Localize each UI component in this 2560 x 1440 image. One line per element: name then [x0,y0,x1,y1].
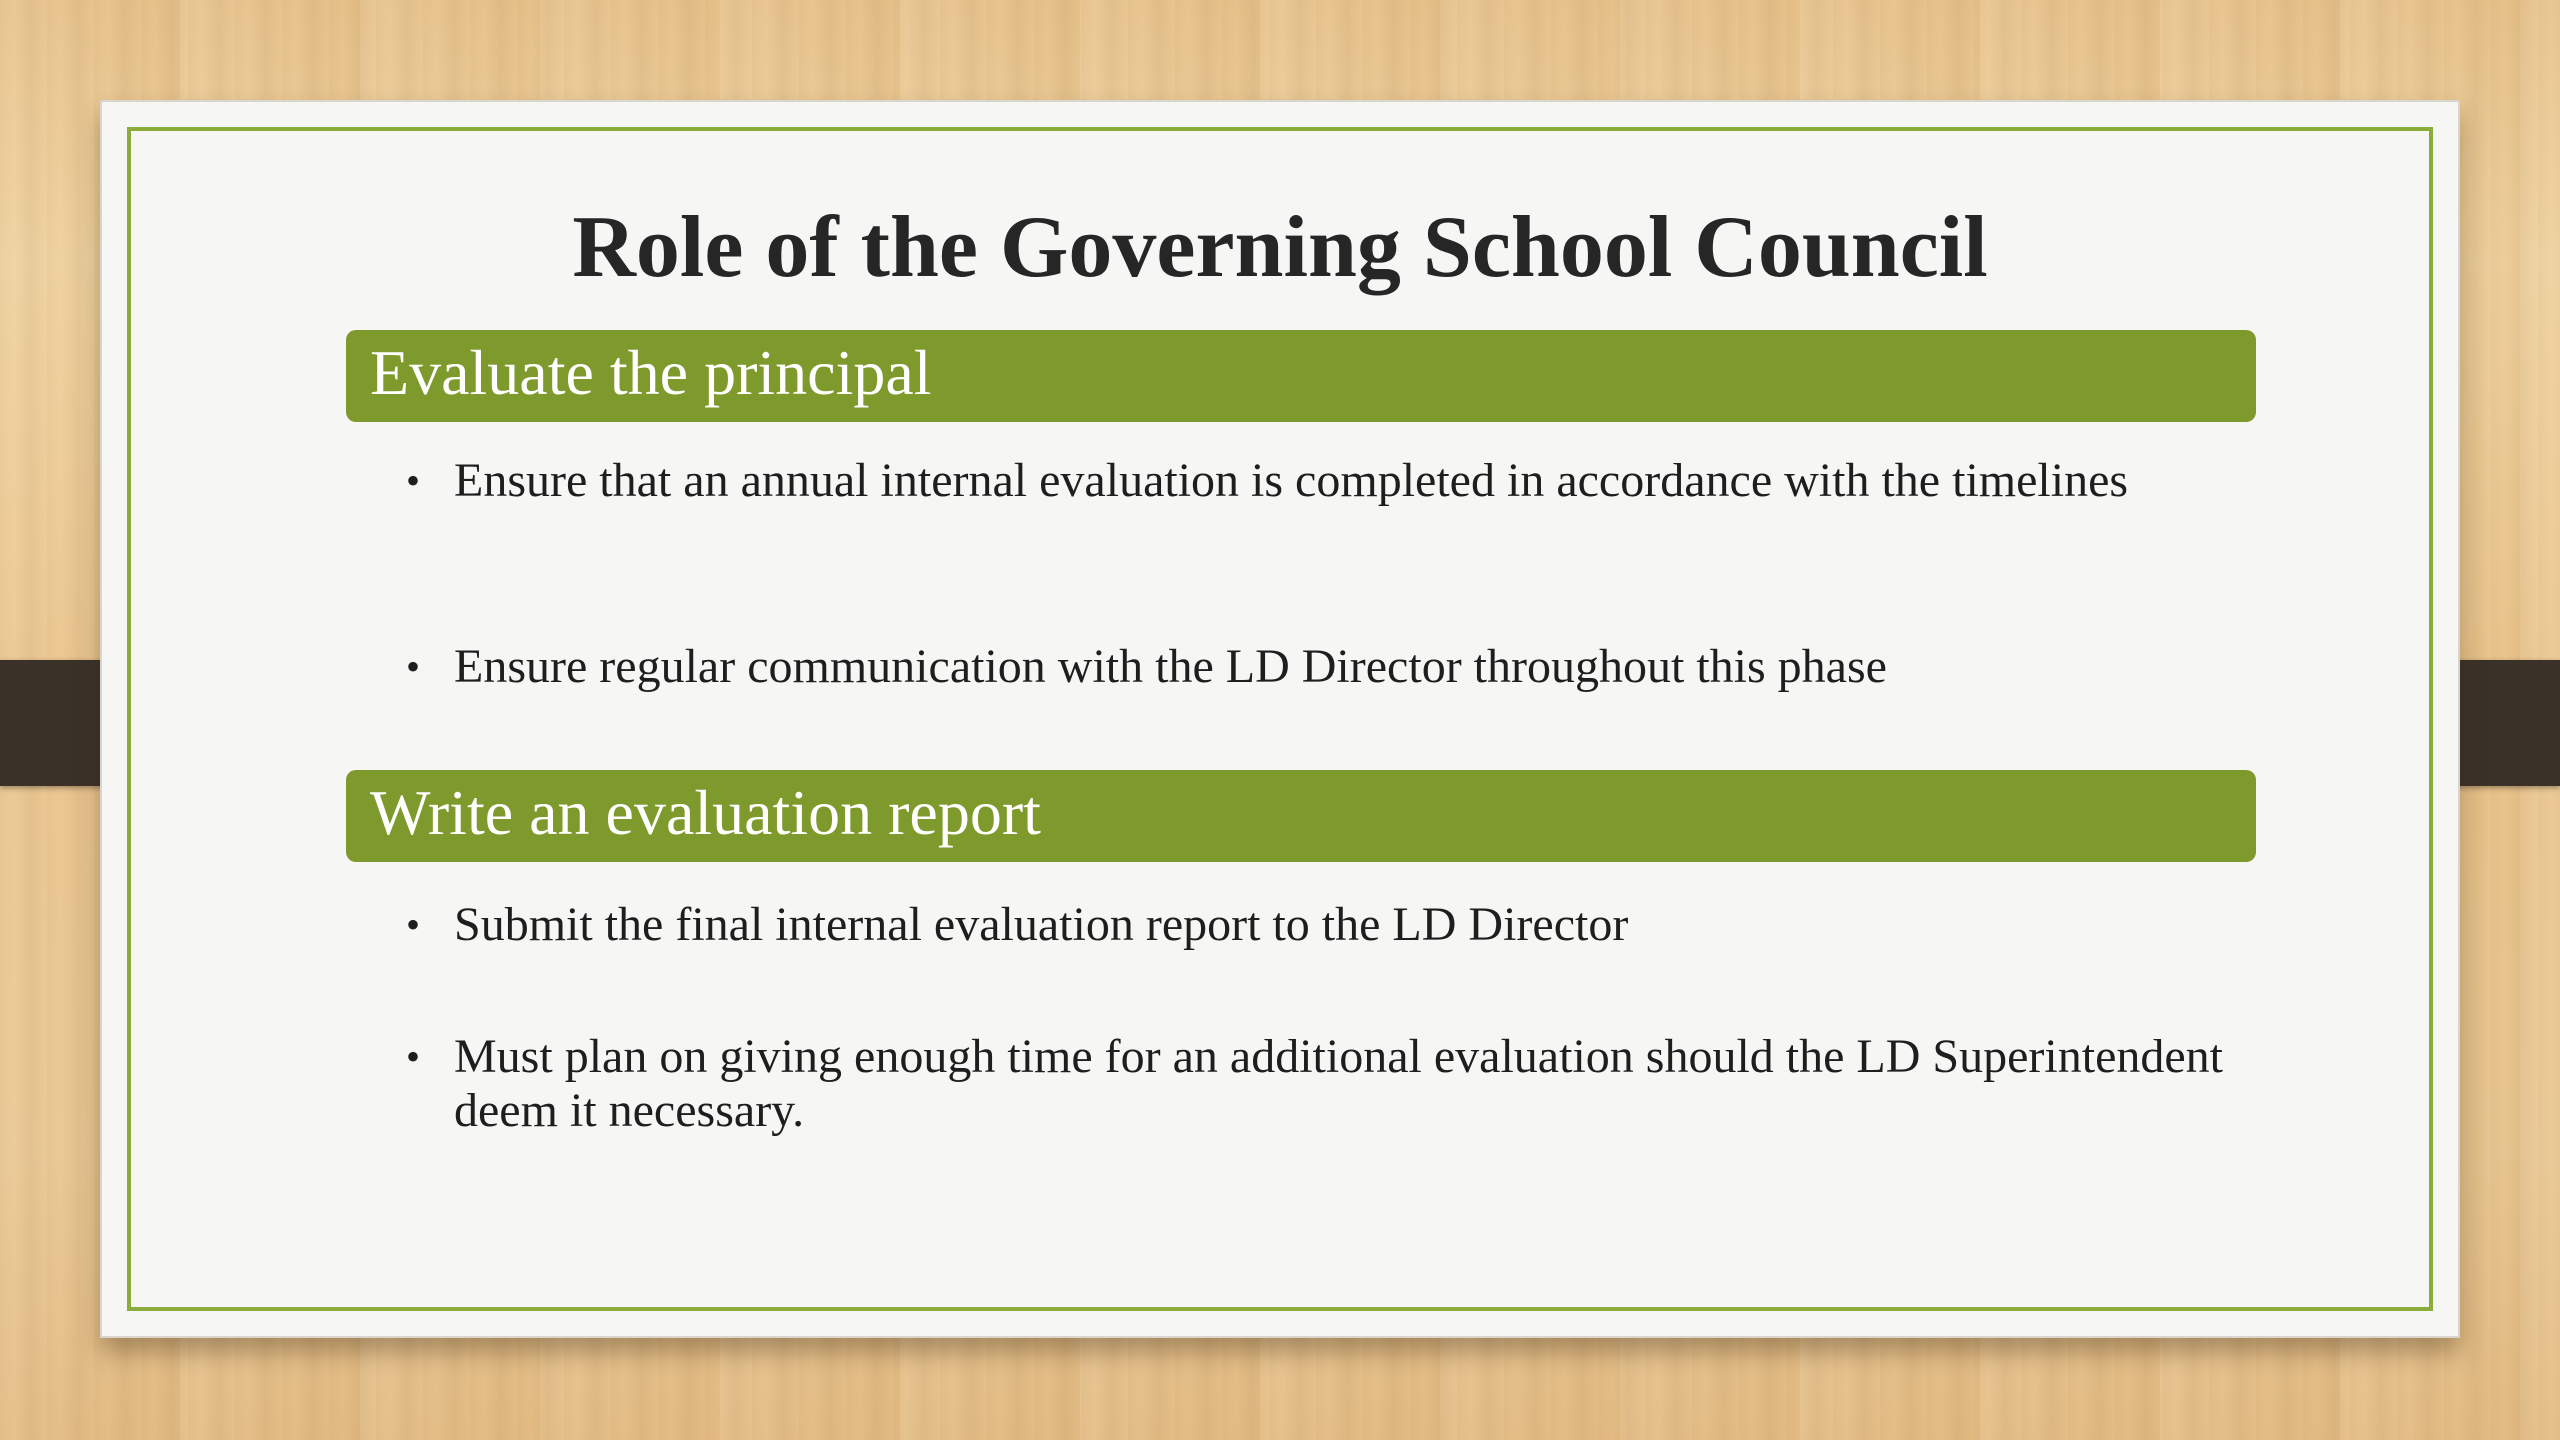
presentation-slide [100,100,2460,1338]
bullet-item [402,640,2252,694]
bullet-dot-icon: • [406,902,421,947]
bullet-item [402,1030,2252,1138]
bullet-dot-icon: • [406,644,421,689]
section-heading-evaluate-principal: Evaluate the principal [346,330,2256,422]
bullet-text: Submit the final internal evaluation report to the LD Director [454,898,1629,951]
bullet-dot-icon: • [406,1034,421,1079]
section-heading-write-report: Write an evaluation report [346,770,2256,862]
bullet-text: Must plan on giving enough time for an additional evaluation should the LD Superintendent deem it necessary. [454,1030,2224,1137]
bullet-dot-icon: • [406,458,421,503]
bullet-text: Ensure regular communication with the LD Director throughout this phase [454,640,1887,693]
slide-title: Role of the Governing School Council [572,199,1988,296]
bullet-item [402,898,2252,952]
bullet-text: Ensure that an annual internal evaluation is completed in accordance with the timelines [454,454,2129,507]
bullet-item [402,454,2252,508]
